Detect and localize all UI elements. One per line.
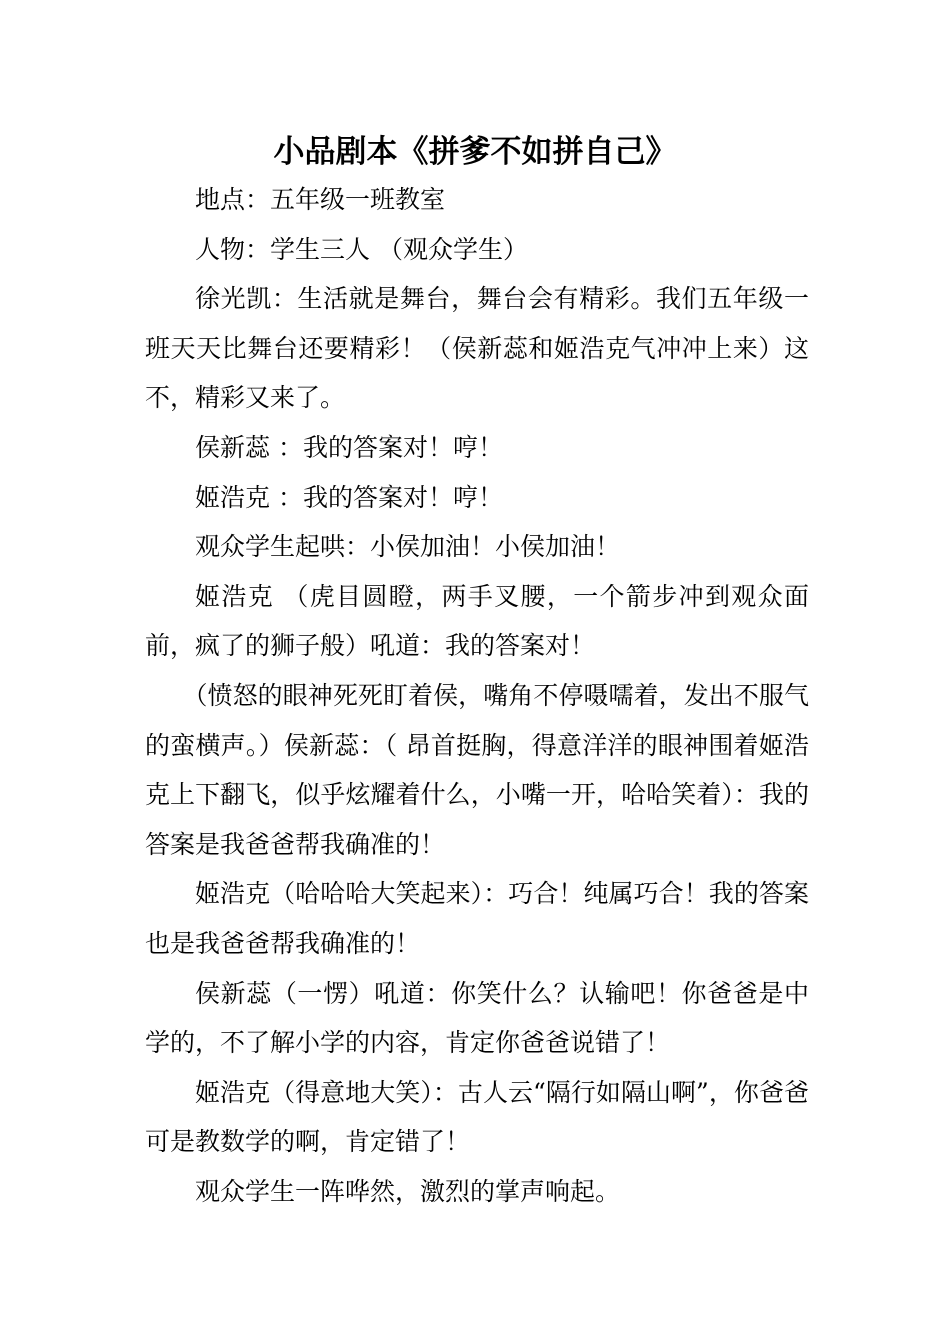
paragraph-line: 侯新蕊 ：我的答案对！哼！ — [195, 432, 503, 462]
paragraph-line: 姬浩克（哈哈哈大笑起来）：巧合！纯属巧合！我的答案也是我爸爸帮我确准的！ — [145, 879, 809, 958]
script-body — [145, 175, 809, 1216]
paragraph-line: 姬浩克 ：我的答案对！哼！ — [195, 482, 503, 512]
page-title: 小品剧本《拼爹不如拼自己》 — [273, 134, 677, 170]
paragraph-line: （愤怒的眼神死死盯着侯，嘴角不停嗫嚅着，发出不服气的蛮横声。）侯新蕊：（ 昂首挺胸，得意洋洋的眼神围着姬浩克上下翻飞，似乎炫耀着什么，小嘴一开，哈哈笑着）：我的答案是我爸爸帮我确准的！ — [145, 680, 809, 859]
paragraph-line: 徐光凯：生活就是舞台，舞台会有精彩。我们五年级一班天天比舞台还要精彩！（侯新蕊和姬浩克气冲冲上来）这不，精彩又来了。 — [145, 284, 809, 413]
paragraph-line: 侯新蕊（一愣）吼道：你笑什么？认输吧！你爸爸是中学的，不了解小学的内容，肯定你爸爸说错了！ — [145, 978, 809, 1058]
paragraph-location: 地点：五年级一班教室 — [195, 185, 446, 214]
paragraph-line: 观众学生一阵哗然，激烈的掌声响起。 — [195, 1176, 621, 1206]
paragraph-line: 观众学生起哄：小侯加油！小侯加油！ — [195, 532, 621, 562]
paragraph-line: 姬浩克（得意地大笑）：古人云“隔行如隔山啊”，你爸爸可是教数学的啊，肯定错了！ — [145, 1077, 809, 1157]
paragraph-characters: 人物：学生三人 （观众学生） — [195, 234, 528, 264]
paragraph-line: 姬浩克 （虎目圆瞪，两手叉腰，一个箭步冲到观众面前，疯了的狮子般）吼道：我的答案对！ — [145, 581, 809, 661]
